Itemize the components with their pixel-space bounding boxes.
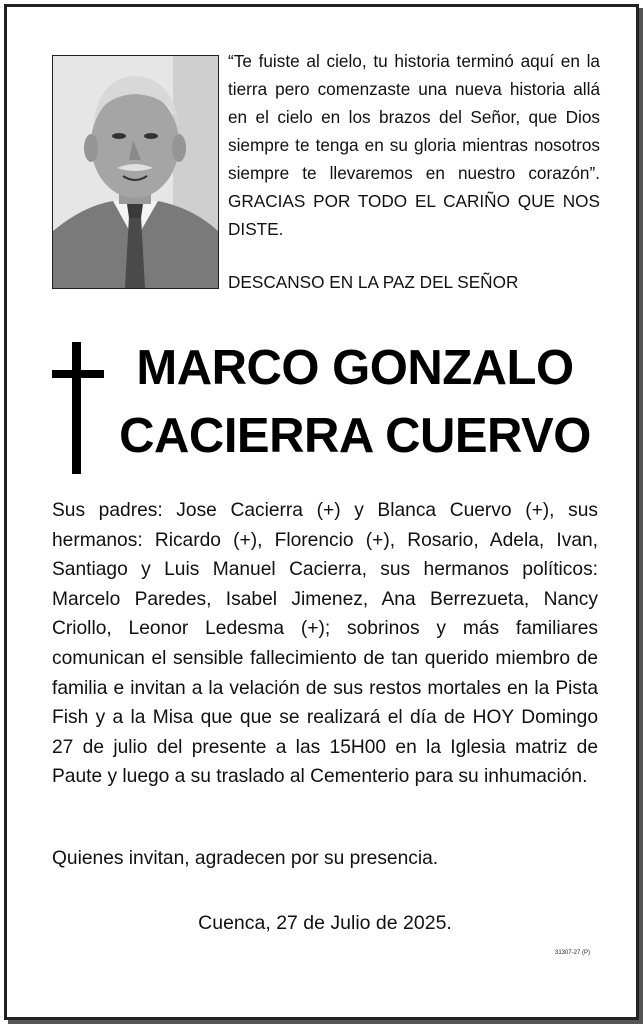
rest-in-peace-text: DESCANSO EN LA PAZ DEL SEÑOR: [228, 272, 519, 292]
name-line-1: MARCO GONZALO: [136, 341, 574, 395]
ad-code: 31307-27 (P): [555, 950, 591, 956]
name-line-2: CACIERRA CUERVO: [119, 409, 591, 463]
quote-text: “Te fuiste al cielo, tu historia terminó aquí en la tierra pero comenzaste una nueva historia allá en el cielo en los brazos del Señor, que Dios siempre te tenga en su gloria mientras nosotros siempre te llevaremos en nuestro corazón”. GRACIAS POR TODO EL CARIÑO QUE NOS DISTE.: [228, 51, 600, 239]
dateline: Cuenca, 27 de Julio de 2025.: [198, 912, 452, 934]
cross-icon: [52, 342, 104, 474]
portrait-photo: [52, 55, 219, 289]
portrait-illustration: [53, 56, 218, 288]
announcement-text: Sus padres: Jose Cacierra (+) y Blanca Cuervo (+), sus hermanos: Ricardo (+), Florencio (+), Rosario, Adela, Ivan, Santiago y Luis Manuel Cacierra, sus hermanos políticos: Marcelo Paredes, Isabel Jimenez, Ana Berrezueta, Nancy Criollo, Leonor Ledesma (+); sobrinos y más familiares comunican el sensible fallecimiento de tan querido miembro de familia e invitan a la velación de sus restos mortales en la Pista Fish y a la Misa que que se realizará el día de HOY Domingo 27 de julio del presente a las 15H00 en la Iglesia matriz de Paute y luego a su traslado al Cementerio para su inhumación.: [52, 500, 598, 788]
deceased-name: [110, 334, 600, 470]
invite-thanks-text: Quienes invitan, agradecen por su presencia.: [52, 848, 439, 869]
